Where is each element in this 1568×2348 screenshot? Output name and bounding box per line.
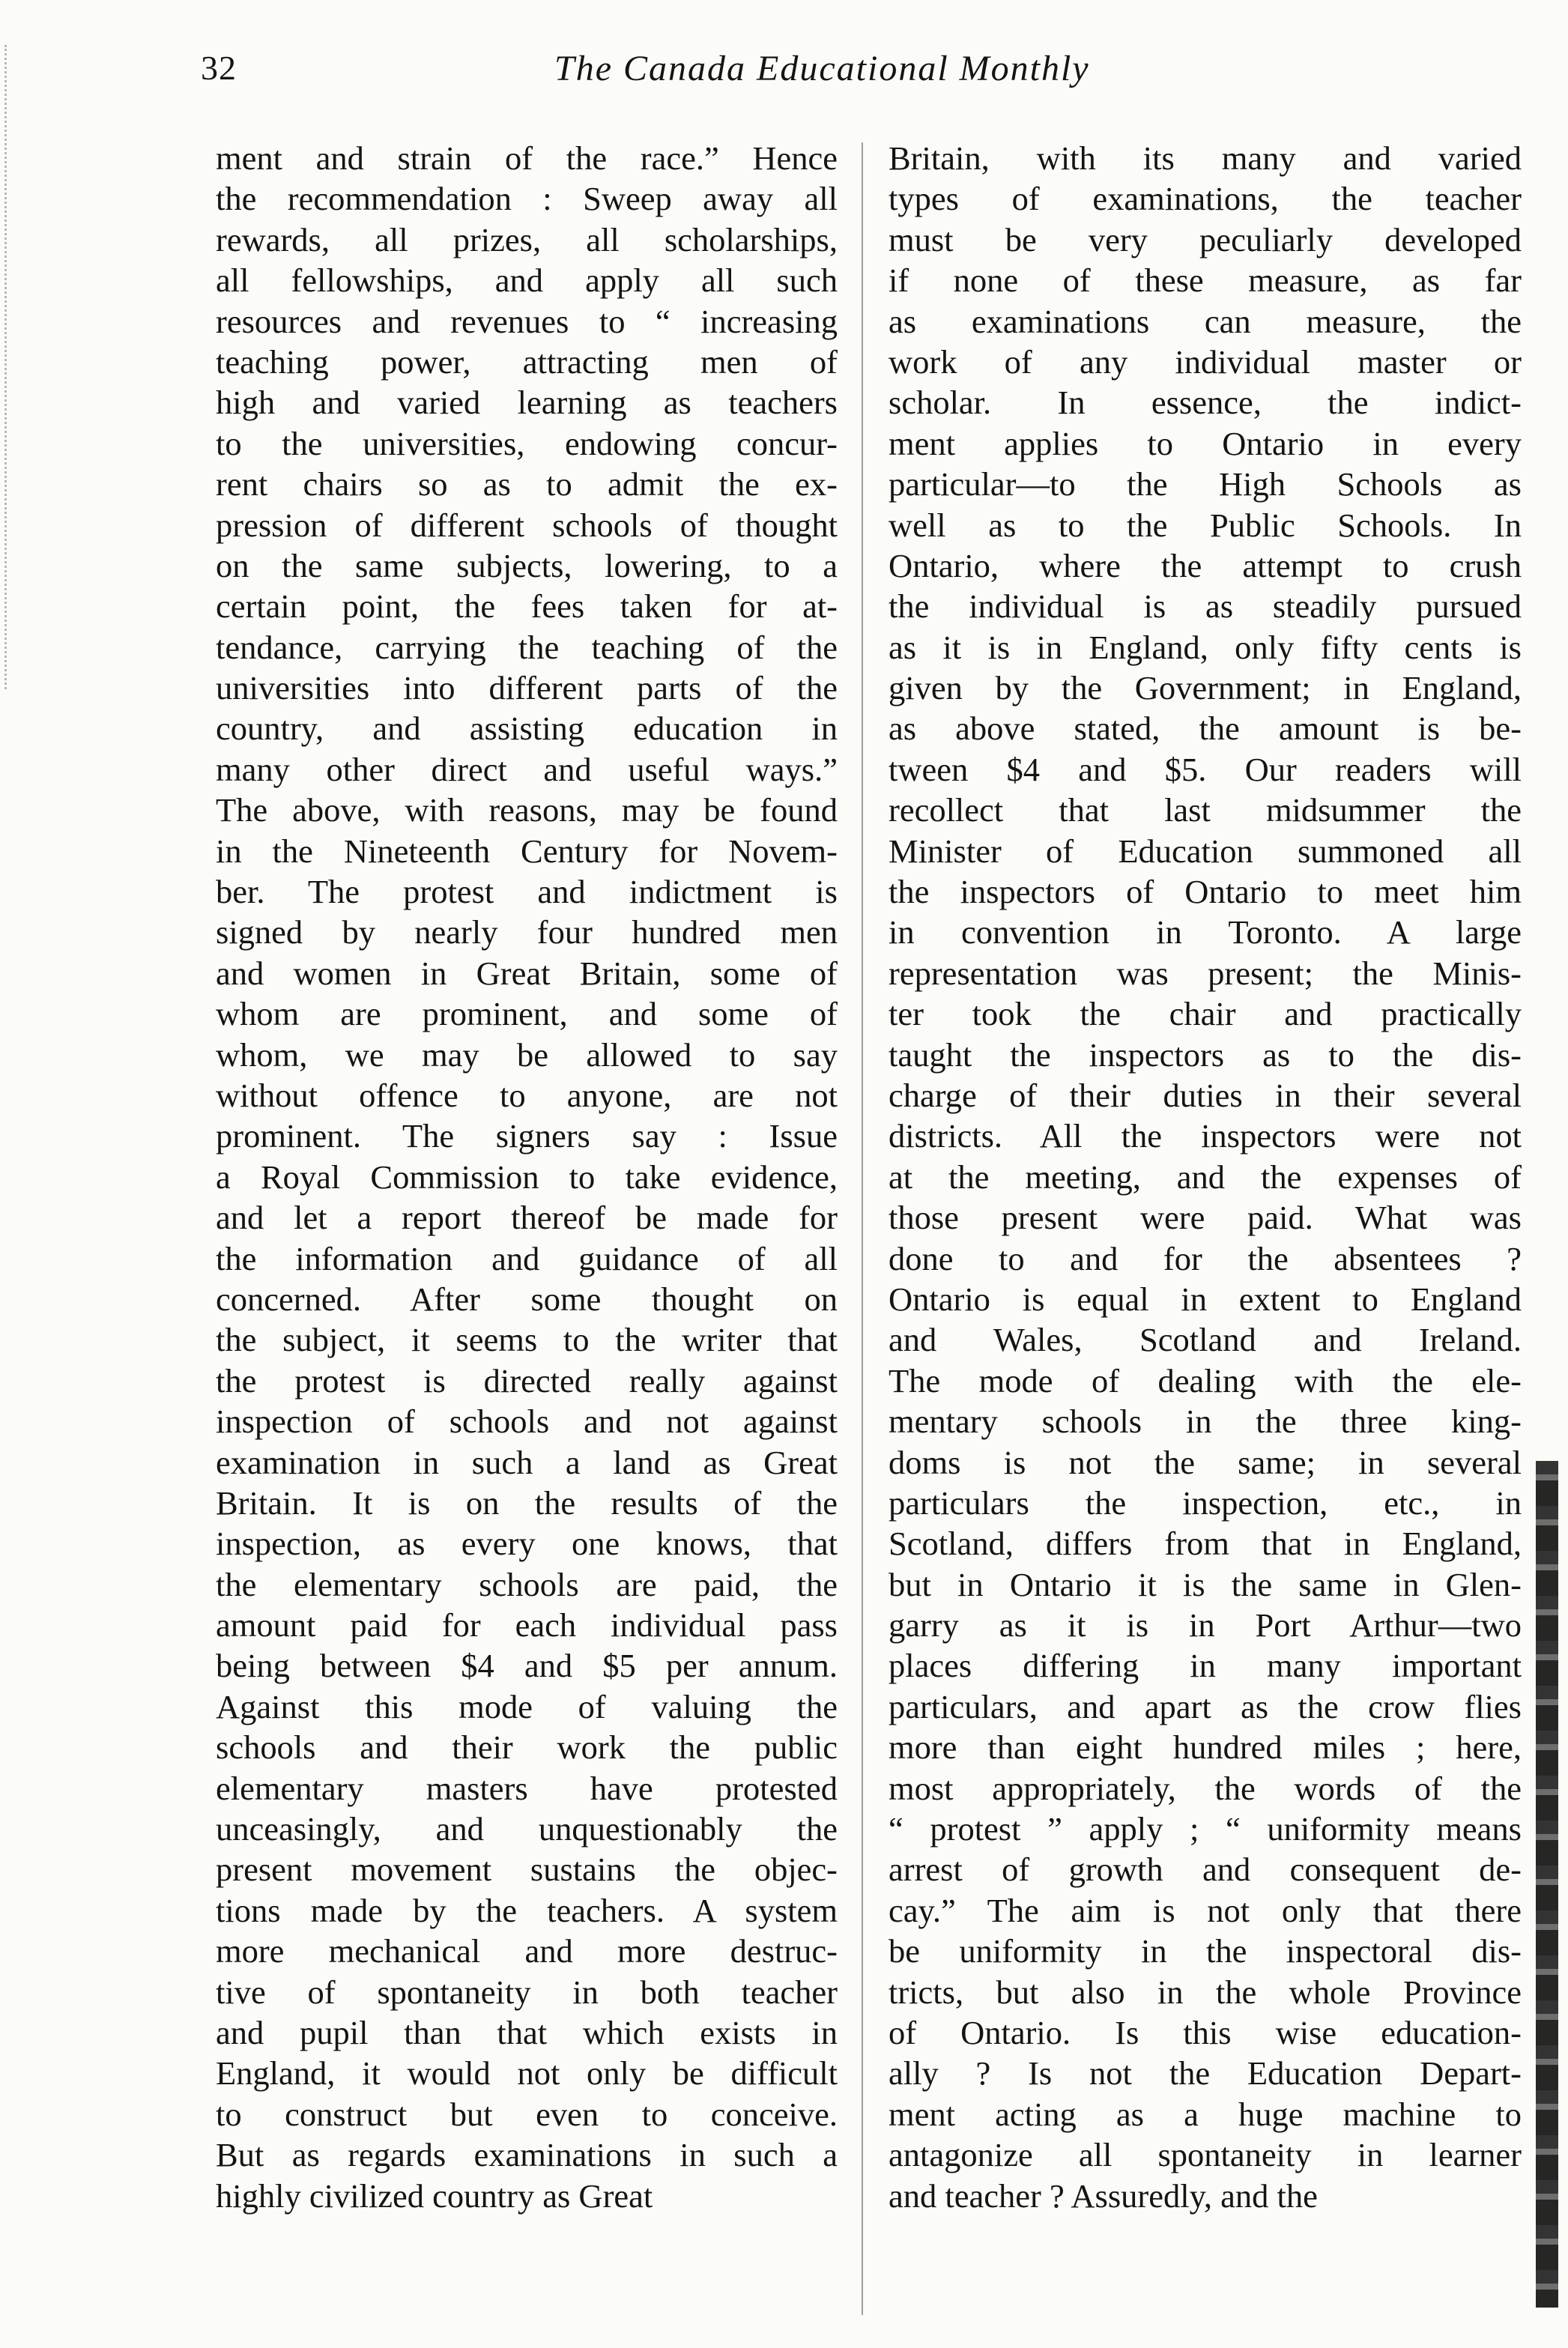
text-line: rewards, all prizes, all scholarships,: [216, 220, 838, 258]
text-line: many other direct and useful ways.”: [216, 750, 838, 788]
text-line: being between $4 and $5 per annum.: [216, 1647, 838, 1685]
text-line: prominent. The signers say : Issue: [216, 1117, 838, 1155]
text-line: more than eight hundred miles ; here,: [889, 1728, 1522, 1767]
text-line: pression of different schools of thought: [216, 506, 838, 544]
text-line: work of any individual master or: [889, 342, 1522, 381]
text-line: and pupil than that which exists in: [216, 2013, 838, 2051]
text-line: on the same subjects, lowering, to a: [216, 546, 838, 584]
text-line: all fellowships, and apply all such: [216, 261, 838, 300]
text-line: The mode of dealing with the ele-: [889, 1361, 1522, 1400]
text-line: tricts, but also in the whole Province: [889, 1973, 1522, 2011]
text-line: Ontario, where the attempt to crush: [889, 546, 1522, 584]
text-line: tween $4 and $5. Our readers will: [889, 750, 1522, 788]
text-line: particular—to the High Schools as: [889, 465, 1522, 503]
text-line: ment applies to Ontario in every: [889, 424, 1522, 462]
text-line: recollect that last midsummer the: [889, 791, 1522, 829]
scan-edge-right: [1536, 1461, 1558, 2308]
text-line: the inspectors of Ontario to meet him: [889, 873, 1522, 911]
text-line: and teacher ? Assuredly, and the: [889, 2176, 1318, 2215]
text-line: particulars, and apart as the crow flies: [889, 1687, 1522, 1725]
text-line: Scotland, differs from that in England,: [889, 1525, 1522, 1563]
text-line: districts. All the inspectors were not: [889, 1117, 1522, 1155]
text-line: to the universities, endowing concur-: [216, 424, 838, 462]
scan-edge-left: [4, 45, 11, 689]
text-line: whom are prominent, and some of: [216, 995, 838, 1033]
text-line: charge of their duties in their several: [889, 1076, 1522, 1114]
text-line: tendance, carrying the teaching of the: [216, 628, 838, 666]
text-line: particulars the inspection, etc., in: [889, 1483, 1522, 1522]
text-line: signed by nearly four hundred men: [216, 913, 838, 951]
text-line: Ontario is equal in extent to England: [889, 1280, 1522, 1318]
text-line: ally ? Is not the Education Depart-: [889, 2054, 1522, 2093]
text-line: and let a report thereof be made for: [216, 1199, 838, 1237]
text-line: ber. The protest and indictment is: [216, 873, 838, 911]
text-line: the recommendation : Sweep away all: [216, 180, 838, 218]
text-line: the protest is directed really against: [216, 1361, 838, 1400]
text-line: ment acting as a huge machine to: [889, 2095, 1522, 2133]
text-line: without offence to anyone, are not: [216, 1076, 838, 1114]
text-line: resources and revenues to “ increasing: [216, 302, 838, 340]
right-column: [889, 138, 1522, 2216]
text-line: “ protest ” apply ; “ uniformity means: [889, 1810, 1522, 1848]
text-line: country, and assisting education in: [216, 709, 838, 748]
text-line: more mechanical and more destruc-: [216, 1932, 838, 1970]
text-line: most appropriately, the words of the: [889, 1769, 1522, 1807]
text-line: amount paid for each individual pass: [216, 1606, 838, 1644]
text-line: the individual is as steadily pursued: [889, 587, 1522, 626]
text-line: examination in such a land as Great: [216, 1443, 838, 1481]
text-line: a Royal Commission to take evidence,: [216, 1158, 838, 1196]
text-line: doms is not the same; in several: [889, 1443, 1522, 1481]
text-line: the subject, it seems to the writer that: [216, 1321, 838, 1359]
text-line: inspection, as every one knows, that: [216, 1525, 838, 1563]
text-line: antagonize all spontaneity in learner: [889, 2136, 1522, 2174]
text-line: The above, with reasons, may be found: [216, 791, 838, 829]
text-line: be uniformity in the inspectoral dis-: [889, 1932, 1522, 1970]
text-line: universities into different parts of the: [216, 669, 838, 707]
text-line: concerned. After some thought on: [216, 1280, 838, 1318]
text-line: the information and guidance of all: [216, 1239, 838, 1277]
text-line: mentary schools in the three king-: [889, 1403, 1522, 1441]
text-line: high and varied learning as teachers: [216, 384, 838, 422]
text-line: garry as it is in Port Arthur—two: [889, 1606, 1522, 1644]
text-line: but in Ontario it is the same in Glen-: [889, 1565, 1522, 1603]
text-line: as it is in England, only fifty cents is: [889, 628, 1522, 666]
text-line: highly civilized country as Great: [216, 2176, 653, 2215]
text-line: those present were paid. What was: [889, 1199, 1522, 1237]
text-line: certain point, the fees taken for at-: [216, 587, 838, 626]
text-line: and Wales, Scotland and Ireland.: [889, 1321, 1522, 1359]
text-line: at the meeting, and the expenses of: [889, 1158, 1522, 1196]
text-line: the elementary schools are paid, the: [216, 1565, 838, 1603]
text-line: representation was present; the Minis-: [889, 954, 1522, 992]
text-line: tive of spontaneity in both teacher: [216, 1973, 838, 2011]
text-line: if none of these measure, as far: [889, 261, 1522, 300]
text-line: and women in Great Britain, some of: [216, 954, 838, 992]
text-line: taught the inspectors as to the dis-: [889, 1035, 1522, 1074]
text-line: present movement sustains the objec-: [216, 1851, 838, 1889]
text-line: whom, we may be allowed to say: [216, 1035, 838, 1074]
text-line: arrest of growth and consequent de-: [889, 1851, 1522, 1889]
column-divider: [862, 142, 863, 2315]
text-line: Britain. It is on the results of the: [216, 1483, 838, 1522]
text-line: done to and for the absentees ?: [889, 1239, 1522, 1277]
text-line: unceasingly, and unquestionably the: [216, 1810, 838, 1848]
text-line: rent chairs so as to admit the ex-: [216, 465, 838, 503]
text-line: given by the Government; in England,: [889, 669, 1522, 707]
text-line: cay.” The aim is not only that there: [889, 1891, 1522, 1929]
text-line: tions made by the teachers. A system: [216, 1891, 838, 1929]
text-line: elementary masters have protested: [216, 1769, 838, 1807]
text-line: schools and their work the public: [216, 1728, 838, 1767]
text-line: as above stated, the amount is be-: [889, 709, 1522, 748]
text-line: Britain, with its many and varied: [889, 139, 1522, 177]
text-line: to construct but even to conceive.: [216, 2095, 838, 2133]
text-line: ment and strain of the race.” Hence: [216, 139, 838, 177]
text-line: of Ontario. Is this wise education-: [889, 2013, 1522, 2051]
text-line: teaching power, attracting men of: [216, 342, 838, 381]
page-number: 32: [201, 49, 237, 87]
text-line: England, it would not only be difficult: [216, 2054, 838, 2093]
text-line: in convention in Toronto. A large: [889, 913, 1522, 951]
running-title: The Canada Educational Monthly: [554, 49, 1090, 88]
text-line: types of examinations, the teacher: [889, 180, 1522, 218]
text-line: well as to the Public Schools. In: [889, 506, 1522, 544]
text-line: ter took the chair and practically: [889, 995, 1522, 1033]
text-line: Against this mode of valuing the: [216, 1687, 838, 1725]
text-line: Minister of Education summoned all: [889, 832, 1522, 870]
text-line: But as regards examinations in such a: [216, 2136, 838, 2174]
left-column: [216, 138, 838, 2216]
text-line: scholar. In essence, the indict-: [889, 384, 1522, 422]
page-header: [0, 48, 1568, 93]
text-line: places differing in many important: [889, 1647, 1522, 1685]
text-line: inspection of schools and not against: [216, 1403, 838, 1441]
text-line: as examinations can measure, the: [889, 302, 1522, 340]
text-line: must be very peculiarly developed: [889, 220, 1522, 258]
text-line: in the Nineteenth Century for Novem-: [216, 832, 838, 870]
